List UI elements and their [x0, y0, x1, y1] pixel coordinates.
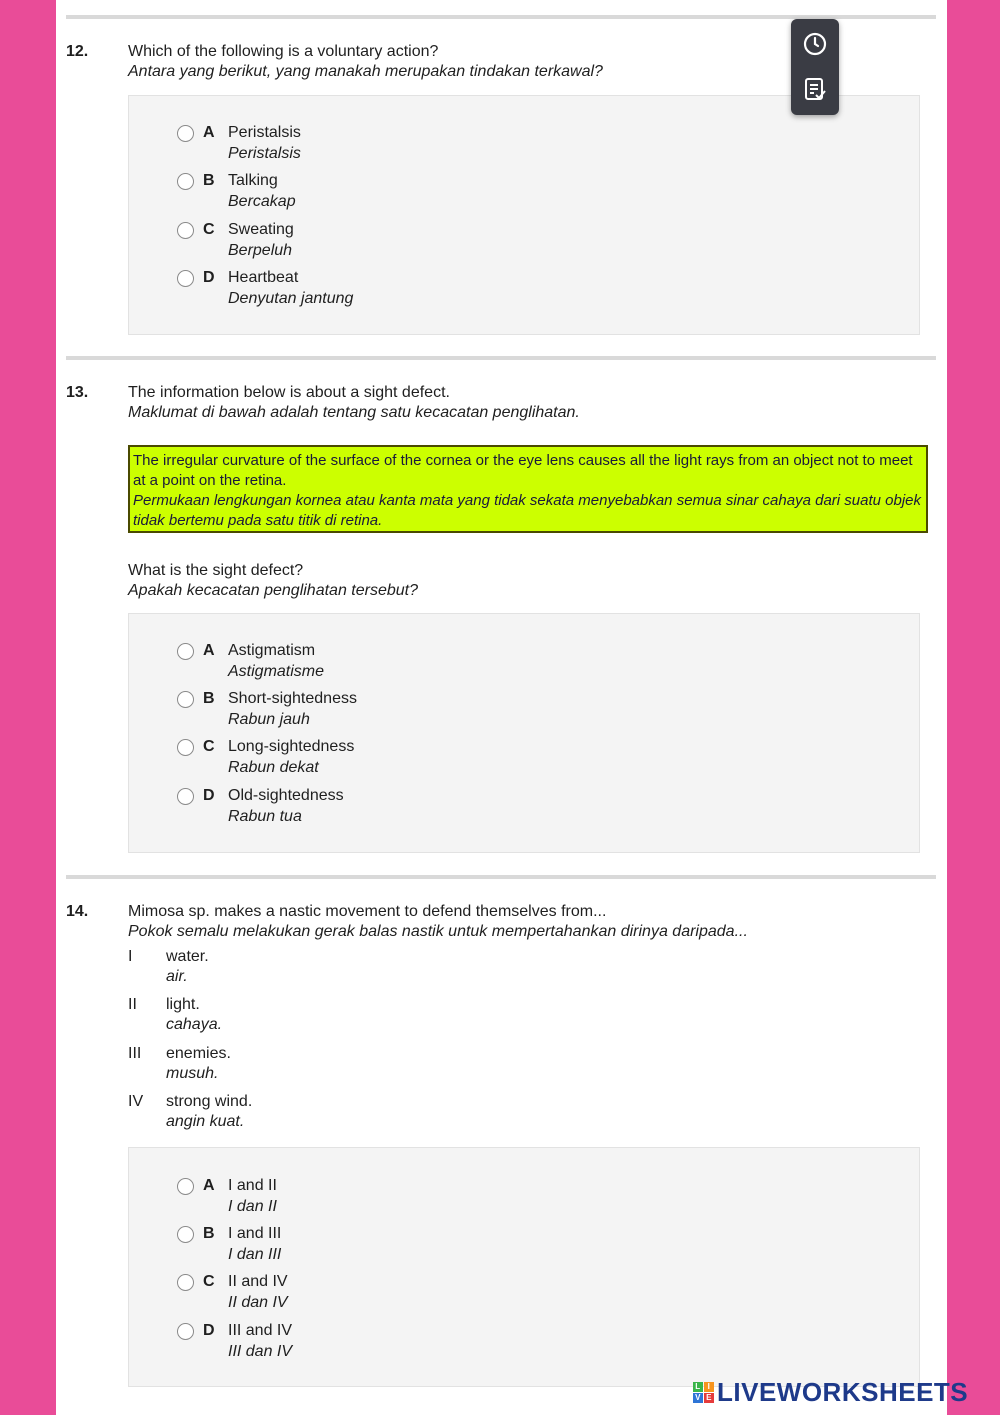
prompt-text-ms: Apakah kecacatan penglihatan tersebut?	[128, 582, 418, 599]
radio-button[interactable]	[177, 691, 194, 708]
question-text-ms: Maklumat di bawah adalah tentang satu kecacatan penglihatan.	[128, 404, 580, 421]
question-number: 13.	[66, 384, 89, 401]
question-text	[128, 383, 928, 423]
checklist-icon[interactable]	[799, 73, 831, 105]
radio-button[interactable]	[177, 1178, 194, 1195]
divider	[66, 875, 936, 879]
option-text-ms: Rabun dekat	[228, 759, 319, 776]
option-letter: A	[203, 124, 215, 141]
option-letter: C	[203, 221, 215, 238]
option-text-ms: Peristalsis	[228, 145, 301, 162]
option-letter: D	[203, 787, 215, 804]
statement-number: IV	[128, 1093, 144, 1110]
option-text-en: Short-sightedness	[228, 690, 357, 707]
statement-text-en: light.	[166, 996, 200, 1013]
question-text-ms: Antara yang berikut, yang manakah merupakan tindakan terkawal?	[128, 63, 603, 80]
radio-button[interactable]	[177, 739, 194, 756]
statement-number: III	[128, 1045, 142, 1062]
radio-button[interactable]	[177, 270, 194, 287]
option-letter: A	[203, 642, 215, 659]
question-text-ms: Pokok semalu melakukan gerak balas nastik untuk mempertahankan dirinya daripada...	[128, 923, 748, 940]
question-number: 14.	[66, 903, 89, 920]
option-text-ms: Denyutan jantung	[228, 290, 354, 307]
question-text-en: The information below is about a sight defect.	[128, 384, 450, 401]
statement-text-en: strong wind.	[166, 1093, 253, 1110]
option-letter: B	[203, 172, 215, 189]
option-text-ms: Berpeluh	[228, 242, 293, 259]
left-border	[0, 0, 56, 1415]
prompt-text-en: What is the sight defect?	[128, 562, 304, 579]
radio-button[interactable]	[177, 222, 194, 239]
statement-text-ms: cahaya.	[166, 1016, 223, 1033]
option-letter: A	[203, 1177, 215, 1194]
statement-number: II	[128, 996, 137, 1013]
radio-button[interactable]	[177, 1226, 194, 1243]
right-border	[947, 0, 1000, 1415]
question-text-en: Which of the following is a voluntary action?	[128, 43, 439, 60]
option-text-ms: Rabun jauh	[228, 711, 310, 728]
radio-button[interactable]	[177, 643, 194, 660]
divider	[66, 356, 936, 360]
option-text-en: Old-sightedness	[228, 787, 344, 804]
statement-text-en: water.	[166, 948, 209, 965]
radio-button[interactable]	[177, 173, 194, 190]
option-text-ms: I dan II	[228, 1198, 277, 1215]
radio-button[interactable]	[177, 125, 194, 142]
option-text-en: Talking	[228, 172, 278, 189]
option-text-ms: III dan IV	[228, 1343, 293, 1360]
options-box	[128, 613, 920, 853]
option-letter: D	[203, 1322, 215, 1339]
option-text-ms: Astigmatisme	[228, 663, 325, 680]
statement-text-ms: air.	[166, 968, 188, 985]
info-box	[128, 445, 928, 533]
statement-text-ms: musuh.	[166, 1065, 219, 1082]
question-prompt	[128, 561, 928, 601]
option-text-ms: I dan III	[228, 1246, 282, 1263]
radio-button[interactable]	[177, 1274, 194, 1291]
info-text-ms: Permukaan lengkungan kornea atau kanta mata yang tidak sekata menyebabkan semua sinar cahaya dari suatu objek tidak bertemu pada satu titik di retina.	[133, 492, 921, 529]
timer-icon[interactable]	[799, 27, 831, 59]
statement-number: I	[128, 948, 133, 965]
question-text-en: Mimosa sp. makes a nastic movement to defend themselves from...	[128, 903, 607, 920]
option-letter: D	[203, 269, 215, 286]
option-text-en: Long-sightedness	[228, 738, 355, 755]
option-text-en: III and IV	[228, 1322, 293, 1339]
question-text	[128, 902, 928, 942]
options-box	[128, 1147, 920, 1387]
option-text-en: I and II	[228, 1177, 277, 1194]
option-text-en: Astigmatism	[228, 642, 316, 659]
question-number: 12.	[66, 43, 89, 60]
option-text-ms: Bercakap	[228, 193, 296, 210]
radio-button[interactable]	[177, 788, 194, 805]
option-text-ms: II dan IV	[228, 1294, 288, 1311]
liveworksheets-logo	[693, 1377, 968, 1407]
option-letter: B	[203, 690, 215, 707]
tool-panel	[791, 19, 839, 115]
option-letter: C	[203, 1273, 215, 1290]
option-text-en: Sweating	[228, 221, 294, 238]
logo-grid-icon: L I V E	[693, 1382, 714, 1403]
statement-text-en: enemies.	[166, 1045, 231, 1062]
radio-button[interactable]	[177, 1323, 194, 1340]
option-text-en: Peristalsis	[228, 124, 301, 141]
option-text-en: II and IV	[228, 1273, 288, 1290]
option-letter: B	[203, 1225, 215, 1242]
options-box	[128, 95, 920, 335]
option-text-en: I and III	[228, 1225, 282, 1242]
option-text-en: Heartbeat	[228, 269, 299, 286]
brand-name: LIVEWORKSHEETS	[717, 1376, 969, 1407]
option-text-ms: Rabun tua	[228, 808, 302, 825]
info-text-en: The irregular curvature of the surface of the cornea or the eye lens causes all the light rays from an object not to meet at a point on the retina.	[133, 452, 913, 489]
statement-text-ms: angin kuat.	[166, 1113, 245, 1130]
option-letter: C	[203, 738, 215, 755]
